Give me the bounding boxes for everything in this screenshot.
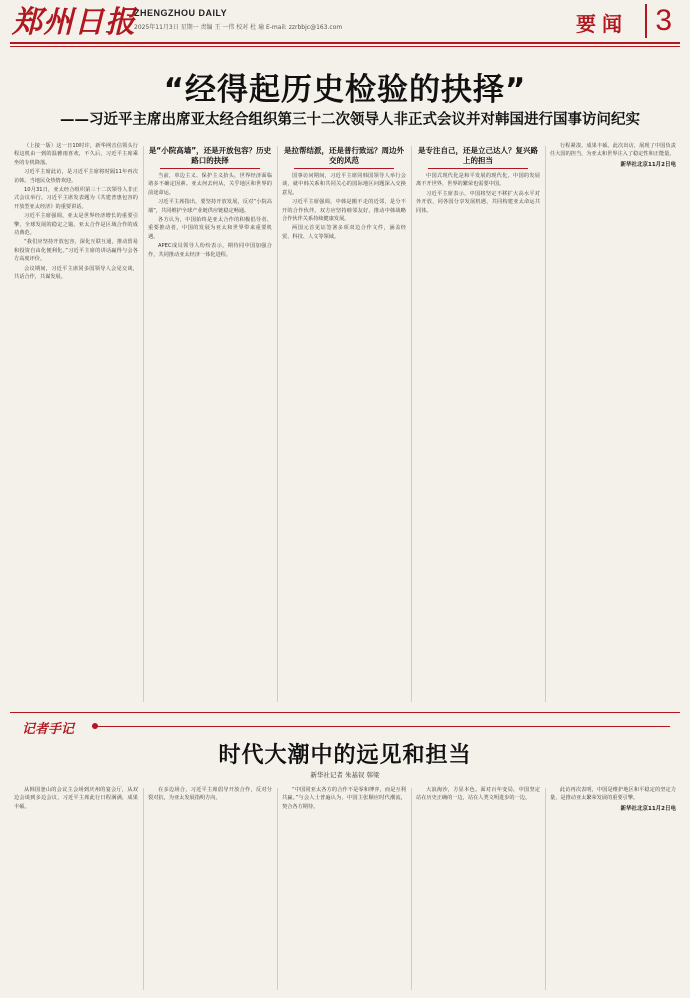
notes-tag-label: 记者手记	[22, 722, 75, 737]
paragraph: “我们应坚持开放包容，深化互联互通，推动贸易和投资自由化便利化。”习近平主席的讲话赢得与会各方高度评价。	[14, 239, 138, 263]
section-subtitle: 是专注自己，还是立己达人？复兴路上的担当	[416, 142, 540, 172]
notes-column-2	[148, 786, 272, 992]
section-subtitle: 是拉帮结派，还是普行致远？周边外交的风范	[282, 142, 406, 172]
paragraph: 习近平主席强调，中韩是搬不走的近邻，是分不开的合作伙伴。双方应坚持睦邻友好，推动中韩战略合作伙伴关系持续健康发展。	[282, 199, 406, 223]
paragraph: 习近平主席表示，中国将坚定不移扩大高水平对外开放，同各国分享发展机遇，共同构建亚太命运共同体。	[416, 190, 540, 214]
notes-column-4	[416, 786, 540, 992]
column-2	[148, 142, 272, 704]
paragraph: 行程紧凑，成果丰硕。此次出访，展现了中国负责任大国的担当，为亚太和世界注入了稳定性和正能量。	[550, 143, 676, 158]
paragraph: 会议期间，习近平主席同多国领导人会见交谈，共话合作，共谋发展。	[14, 265, 138, 281]
notes-end-byline: 新华社北京11月2日电	[620, 805, 676, 812]
notes-tag-line	[92, 726, 670, 727]
column-rule	[545, 788, 546, 990]
section-subtitle: 是“小院高墙”，还是开放包容？历史路口的抉择	[148, 142, 272, 172]
paragraph: 习近平主席此访，是习近平主席将时隔11年再次访韩。当地民众热情欢迎。	[14, 169, 138, 184]
paragraph: 此访再次表明，中国是维护地区和平稳定的坚定力量，是推动亚太繁荣发展的重要引擎。	[550, 787, 676, 802]
column-3	[282, 142, 406, 704]
paragraph: APEC成员领导人纷纷表示，期待同中国加强合作，共同推动亚太经济一体化进程。	[148, 243, 272, 258]
paragraph: 大浪淘沙，方显本色。面对百年变局，中国坚定站在历史正确的一边，站在人类文明进步的一边。	[416, 787, 540, 802]
headline: “经得起历史检验的抉择”	[163, 72, 527, 108]
subhead: ——习近平主席出席亚太经合组织第三十二次领导人非正式会议并对韩国进行国事访问纪实	[60, 112, 640, 128]
column-rule	[143, 788, 144, 990]
notes-body	[14, 786, 676, 992]
column-rule	[545, 146, 546, 702]
newspaper-logo: 郑州日报	[12, 5, 136, 40]
paragraph: 各方认为，中国始终是亚太合作的积极倡导者、重要推动者，中国的发展为亚太和世界带来重要机遇。	[148, 217, 272, 240]
paragraph: 两国元首见证签署多项双边合作文件，涵盖经贸、科技、人文等领域。	[282, 225, 406, 240]
notes-column-5	[550, 786, 676, 992]
notes-column-1	[14, 786, 138, 992]
notes-tag	[22, 718, 74, 737]
page-number: 3	[645, 4, 672, 38]
paragraph: 国事访问期间，习近平主席同韩国领导人举行会谈，就中韩关系和共同关心的国际地区问题深入交换意见。	[282, 173, 406, 196]
article-byline: 新华社北京11月2日电	[620, 161, 676, 168]
section-divider	[10, 712, 680, 713]
paragraph: “中国同亚太各方的合作不是零和博弈，而是互利共赢。”与会人士普遍认为，中国主张顺应时代潮流，契合各方期待。	[282, 787, 406, 810]
column-rule	[277, 146, 278, 702]
column-rule	[277, 788, 278, 990]
paragraph: 当前，单边主义、保护主义抬头，世界经济面临诸多不确定因素。亚太何去何从，关乎地区和世界的前途命运。	[148, 173, 272, 196]
notes-column-3	[282, 786, 406, 992]
paragraph: 习近平主席指出，要坚持开放发展，反对“小院高墙”，共同维护全球产业链供应链稳定畅通。	[148, 199, 272, 214]
column-rule	[411, 788, 412, 990]
column-rule	[143, 146, 144, 702]
notes-title: 时代大潮中的远见和担当	[218, 743, 472, 768]
main-article-body	[14, 142, 676, 704]
section-name: 要闻	[576, 12, 628, 36]
issue-line: 2025年11月3日 星期一 责编 王 一伟 校对 杜 瑜 E-mail: zzrbbjc@163.com	[134, 24, 343, 31]
paragraph: 习近平主席强调，亚太是世界经济增长的重要引擎，全球发展的稳定之锚。亚太合作是区域合作的成功典范。	[14, 213, 138, 237]
column-rule	[411, 146, 412, 702]
column-5	[550, 142, 676, 704]
masthead-rule	[10, 42, 680, 44]
paragraph: 从韩国釜山的会议主会场到庆州的宴会厅，从双边会谈到多边会议，习近平主席此行日程满满，成果丰硕。	[14, 787, 138, 810]
lead-paragraph: （上接一版）这一日10时许，新华网音信领头行程这机由一到的温雅雨喜欢，不久后，习近平主席乘坐的专机降落。	[14, 143, 138, 166]
paragraph: 10月31日，亚太经合组织第三十二次领导人非正式会议举行。习近平主席发表题为《共建普惠包容的开放型亚太经济》的重要讲话。	[14, 187, 138, 210]
paragraph: 中国式现代化是和平发展的现代化，中国的发展离不开世界，世界的繁荣也需要中国。	[416, 173, 540, 188]
masthead-rule-thin	[10, 46, 680, 47]
paragraph: 在多边场合，习近平主席倡导开放合作，反对分裂对抗，为亚太发展指明方向。	[148, 787, 272, 802]
column-1	[14, 142, 138, 704]
english-name: ZHENGZHOU DAILY	[134, 8, 228, 18]
notes-byline: 新华社记者 朱基钗 韩梁	[310, 771, 380, 779]
column-4	[416, 142, 540, 704]
masthead	[0, 0, 690, 60]
